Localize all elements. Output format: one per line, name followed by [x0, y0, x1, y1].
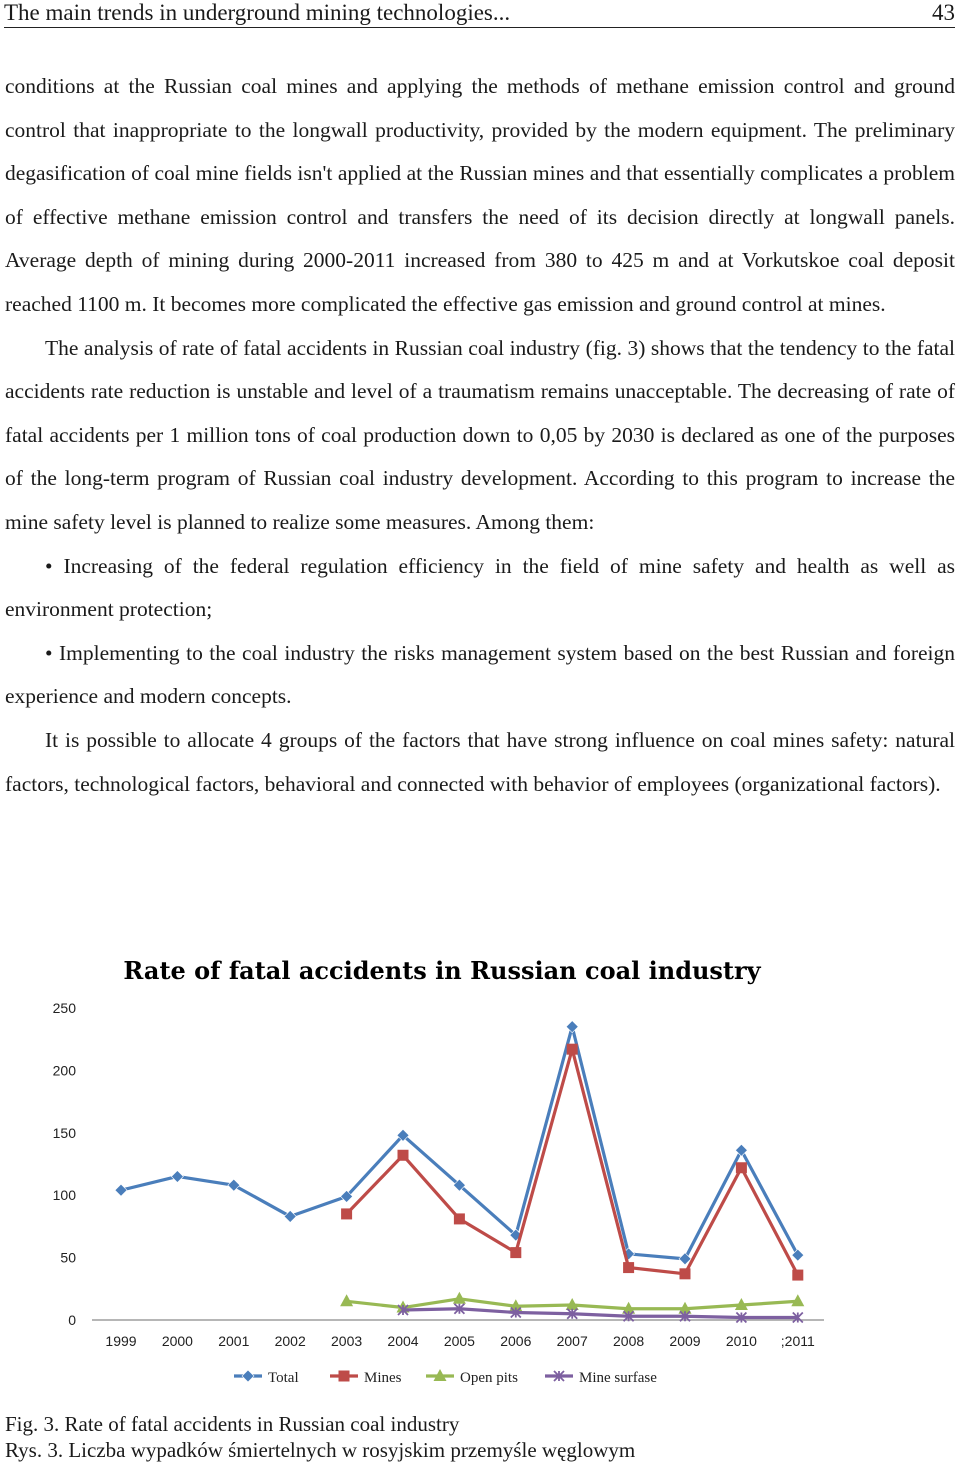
- y-tick-label: 250: [52, 1000, 76, 1016]
- figure-caption-polish: Rys. 3. Liczba wypadków śmiertelnych w rosyjskim przemyśle węglowym: [5, 1438, 636, 1462]
- y-tick-label: 100: [52, 1187, 76, 1204]
- paragraph: It is possible to allocate 4 groups of the factors that have strong influence on coal mines safety: natural factors, technological factors, behavioral and connected with behavior of employees (organizational factors).: [5, 727, 955, 796]
- series-line-mine-surfase: [403, 1309, 798, 1318]
- legend-label-total: Total: [268, 1370, 299, 1386]
- x-tick-label: 2010: [725, 1333, 757, 1349]
- bullet-item: [5, 545, 955, 632]
- data-point-mines: [736, 1162, 747, 1173]
- data-point-mines: [341, 1208, 352, 1219]
- chart-svg: [40, 945, 840, 1400]
- data-point-total: [115, 1184, 127, 1196]
- bullet-text: Increasing of the federal regulation efficiency in the field of mine safety and health as well as environment protection;: [5, 553, 955, 622]
- x-tick-label: 2009: [669, 1333, 701, 1349]
- paragraph: The analysis of rate of fatal accidents in Russian coal industry (fig. 3) shows that the tendency to the fatal accidents rate reduction is unstable and level of a traumatism remains unacceptable. The decreasing of rate of fatal accidents per 1 million tons of coal production down to 0,05 by 2030 is declared as one of the purposes of the long-term program of Russian coal industry development. According to this program to increase the mine safety level is planned to realize some measures. Among them:: [5, 335, 955, 534]
- x-tick-label: 2005: [443, 1333, 475, 1349]
- data-point-mines: [398, 1150, 409, 1161]
- legend-label-mines: Mines: [364, 1370, 402, 1386]
- data-point-total: [566, 1021, 578, 1033]
- page-number: 43: [932, 0, 955, 25]
- y-tick-label: 50: [60, 1249, 76, 1266]
- chart-title: Rate of fatal accidents in Russian coal industry: [123, 956, 761, 985]
- bullet-text: Implementing to the coal industry the risks management system based on the best Russian and foreign experience and modern concepts.: [5, 640, 956, 709]
- legend-label-open-pits: Open pits: [460, 1370, 518, 1386]
- y-tick-label: 200: [52, 1062, 76, 1079]
- figure-caption-english: Fig. 3. Rate of fatal accidents in Russian coal industry: [5, 1412, 460, 1436]
- data-point-mines: [454, 1213, 465, 1224]
- x-tick-label: 2002: [274, 1333, 306, 1349]
- bullet-item: [5, 632, 955, 719]
- series-line-mines: [347, 1049, 798, 1275]
- legend-marker-mines: [339, 1371, 350, 1382]
- bullet-marker: •: [45, 640, 53, 665]
- y-tick-label: 150: [52, 1124, 76, 1141]
- paragraph: conditions at the Russian coal mines and applying the methods of methane emission control and ground control that inappropriate to the longwall productivity, provided by the modern equipment. The preliminary degasification of coal mine fields isn't applied at the Russian mines and that essentially complicates a problem of effective methane emission control and transfers the need of its decision directly at longwall panels. Average depth of mining during 2000-2011 increased from 380 to 425 m and at Vorkutskoe coal deposit reached 1100 m. It becomes more complicated the effective gas emission and ground control at mines.: [5, 74, 955, 316]
- body-text: [5, 65, 955, 806]
- x-tick-label: 2004: [387, 1333, 419, 1349]
- x-tick-label: 2000: [161, 1333, 193, 1349]
- data-point-total: [735, 1144, 747, 1156]
- x-tick-label: 2001: [218, 1333, 250, 1349]
- bullet-marker: •: [45, 553, 53, 578]
- data-point-mines: [792, 1270, 803, 1281]
- x-tick-label: 1999: [105, 1333, 137, 1349]
- x-tick-label: 2006: [500, 1333, 532, 1349]
- data-point-total: [171, 1170, 183, 1182]
- page-header: [4, 0, 955, 28]
- running-title: The main trends in underground mining technologies...: [4, 0, 511, 25]
- x-tick-label: ;2011: [780, 1333, 815, 1349]
- y-tick-label: 0: [68, 1312, 76, 1328]
- data-point-total: [284, 1210, 296, 1222]
- legend-label-mine-surfase: Mine surfase: [579, 1370, 657, 1386]
- legend-marker-total: [242, 1370, 254, 1382]
- data-point-mines: [680, 1268, 691, 1279]
- data-point-total: [792, 1249, 804, 1261]
- fatal-accidents-chart: [40, 945, 840, 1400]
- x-tick-label: 2007: [556, 1333, 588, 1349]
- data-point-mines: [623, 1262, 634, 1273]
- x-tick-label: 2008: [613, 1333, 645, 1349]
- data-point-mines: [567, 1044, 578, 1055]
- data-point-mines: [510, 1247, 521, 1258]
- x-tick-label: 2003: [331, 1333, 363, 1349]
- data-point-total: [228, 1179, 240, 1191]
